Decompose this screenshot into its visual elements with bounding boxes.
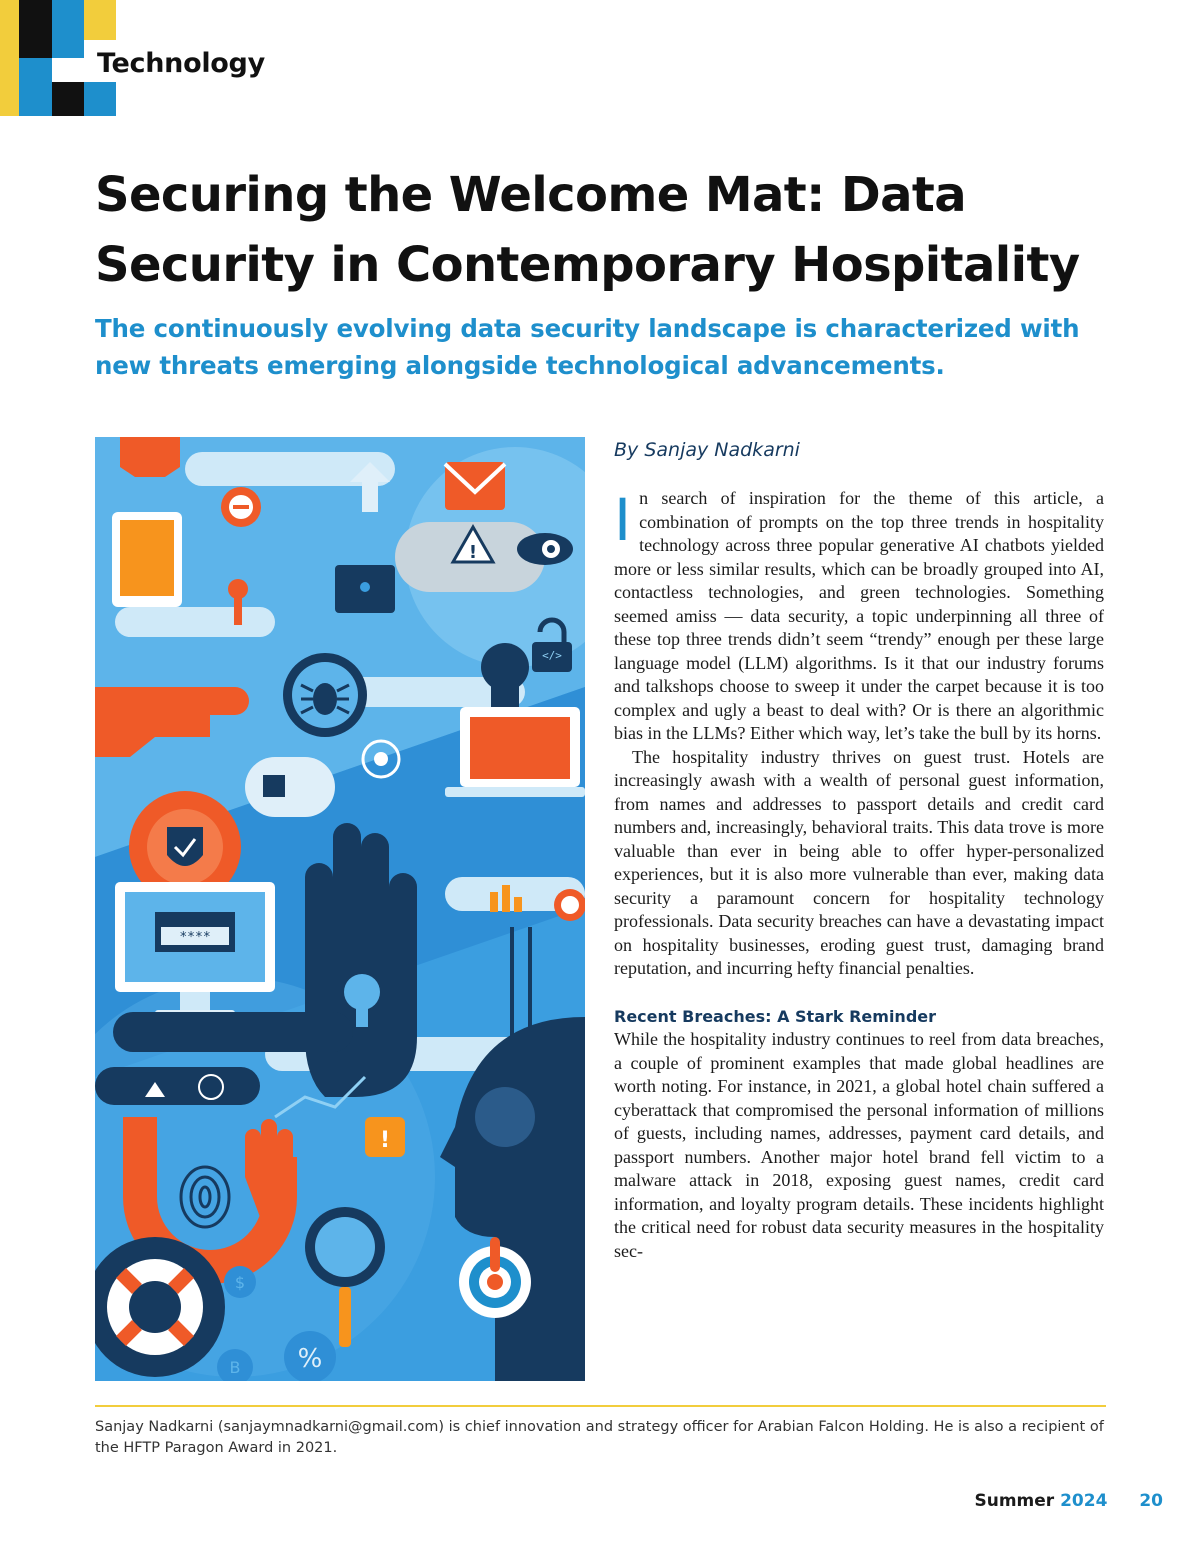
footer-rule bbox=[95, 1405, 1106, 1407]
section-label: Technology bbox=[95, 48, 269, 79]
cybersecurity-illustration bbox=[95, 437, 585, 1381]
issue-year: 2024 bbox=[1060, 1491, 1108, 1511]
issue-season: Summer bbox=[974, 1491, 1055, 1511]
section-subhead: Recent Breaches: A Stark Reminder bbox=[614, 1006, 937, 1026]
author-note: Sanjay Nadkarni (sanjaymnadkarni@gmail.com) is chief innovation and strategy officer for Arabian Falcon Holding. He is also a recipient of the HFTP Paragon Award in 2021. bbox=[95, 1419, 1104, 1456]
dollar-glyph: $ bbox=[234, 1273, 246, 1292]
article-body bbox=[614, 487, 1104, 1263]
paragraph-intro bbox=[614, 487, 1104, 746]
article-subtitle: The continuously evolving data security landscape is characterized with new threats emerging alongside technological advancements. bbox=[95, 314, 1080, 380]
paragraph-breaches: While the hospitality industry continues to reel from data breaches, a couple of prominent examples that made global headlines are worth noting. For instance, in 2021, a global hotel chain suffered a cyberattack that compromised the personal information of millions of guests, including names, addresses, payment card details, and passport numbers. Another major hotel brand fell victim to a malware attack in 2018, exposing guest names, credit card information, and loyalty program details. These incidents highlight the critical need for robust data security measures in the hospitality sec- bbox=[614, 1029, 1104, 1261]
article-title: Securing the Welcome Mat: Data Security in Contemporary Hospitality bbox=[95, 167, 1080, 293]
page-number: 20 bbox=[1139, 1491, 1163, 1511]
paragraph-intro-text: n search of inspiration for the theme of this article, a combination of prompts on the top three trends in hospitality technology across three popular generative AI chatbots yielded more or less similar results, which can be broadly grouped into AI, contactless technologies, and green technologies. Something seemed amiss — data security, a topic underpinning all three of these top three trends didn’t seem “trendy” enough per these large language model (LLM) algorithms. Is it that our industry forums and talkshops choose to sweep it under the carpet because it is too complex and ugly a beast to deal with? Or is there an algorithmic bias in the LLMs? Either which way, let’s take the bull by its horns. bbox=[614, 488, 1104, 743]
paragraph-guest-trust: The hospitality industry thrives on guest trust. Hotels are increasingly awash with a wealth of personal guest information, from names and addresses to passport details and credit card numbers and, increasingly, behavioral traits. This data trove is more valuable than ever in being able to offer hyper-personalized experiences, but it is also more vulnerable than ever, making data security a paramount concern for hospitality technology professionals. Data security breaches can have a devastating impact on hospitality businesses, eroding guest trust, damaging brand reputation, and incurring hefty financial penalties. bbox=[614, 746, 1104, 978]
drop-cap: I bbox=[614, 486, 632, 554]
code-glyph: </> bbox=[542, 649, 562, 662]
page-folio bbox=[974, 1491, 1163, 1511]
bitcoin-glyph: B bbox=[229, 1358, 241, 1377]
byline: By Sanjay Nadkarni bbox=[614, 439, 800, 461]
percent-glyph: % bbox=[297, 1344, 323, 1374]
password-mask: **** bbox=[179, 930, 211, 945]
alert-glyph: ! bbox=[468, 542, 478, 563]
alert-bubble-glyph: ! bbox=[379, 1128, 391, 1153]
